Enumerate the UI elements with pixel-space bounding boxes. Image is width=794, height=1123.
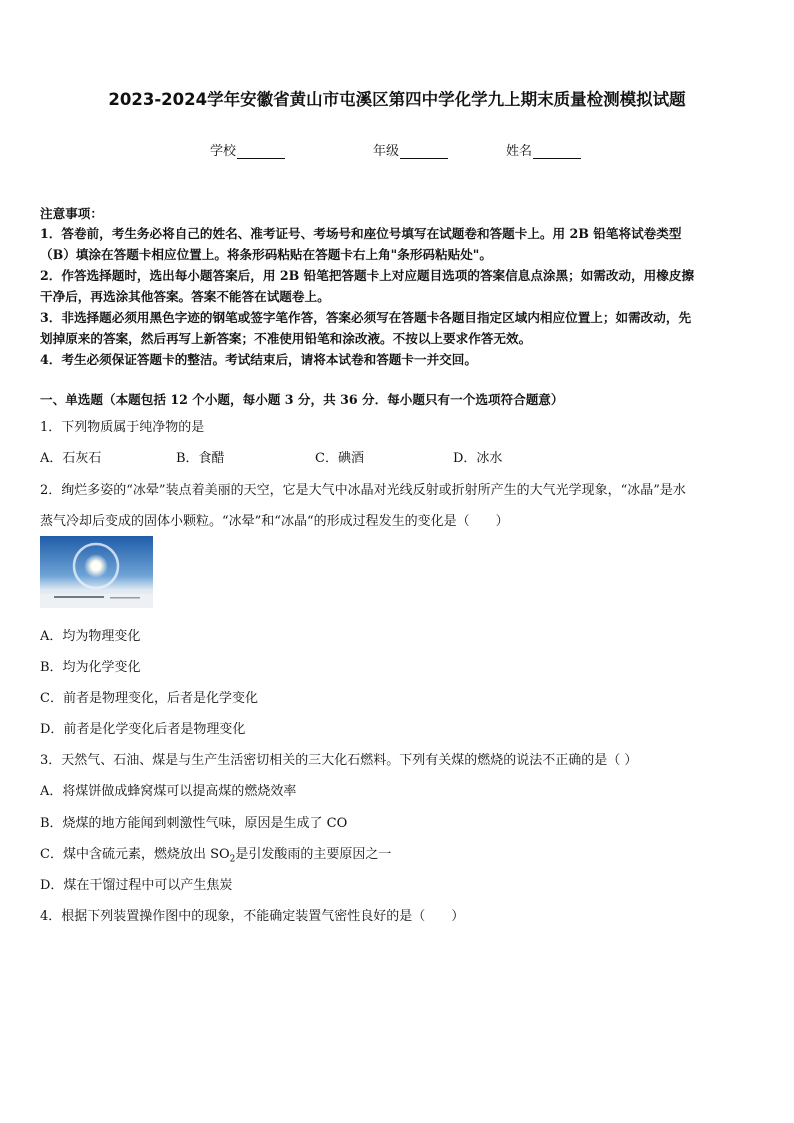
grade-label: 年级 (373, 144, 400, 159)
q2-option-c[interactable]: C．前者是物理变化，后者是化学变化 (40, 691, 258, 706)
notice-line: 1．答卷前，考生务必将自己的姓名、准考证号、考场号和座位号填写在试题卷和答题卡上。用 2B 铅笔将试卷类型 (40, 226, 682, 241)
notice-line: 干净后，再选涂其他答案。答案不能答在试题卷上。 (40, 289, 330, 304)
school-blank[interactable] (237, 146, 285, 159)
page-title: 2023-2024学年安徽省黄山市屯溪区第四中学化学九上期末质量检测模拟试题 (108, 90, 686, 109)
q3-option-b[interactable]: B．烧煤的地方能闻到刺激性气味，原因是生成了 CO (40, 816, 348, 831)
notice-line: 3．非选择题必须用黑色字迹的钢笔或签字笔作答，答案必须写在答题卡各题目指定区域内相应位置上；如需改动，先 (40, 310, 692, 325)
school-field (210, 140, 285, 159)
q1-option-d[interactable]: D．冰水 (453, 451, 503, 466)
notice-line: 2．作答选择题时，选出每小题答案后，用 2B 铅笔把答题卡上对应题目选项的答案信息点涂黑；如需改动，用橡皮擦 (40, 268, 695, 283)
q1-option-b[interactable]: B．食醋 (176, 451, 225, 466)
question-2-stem-cont: 蒸气冷却后变成的固体小颗粒。“冰晕”和“冰晶“的形成过程发生的变化是（ ） (40, 514, 509, 529)
school-label: 学校 (210, 144, 237, 159)
q2-option-d[interactable]: D．前者是化学变化后者是物理变化 (40, 722, 246, 737)
q3-option-c-text: C．煤中含硫元素，燃烧放出 SO (40, 847, 230, 862)
notice-line: 划掉原来的答案，然后再写上新答案；不准使用铅笔和涂改液。不按以上要求作答无效。 (40, 331, 532, 346)
notice-heading: 注意事项： (40, 206, 103, 221)
name-field (506, 140, 581, 159)
q2-option-b[interactable]: B．均为化学变化 (40, 660, 141, 675)
name-label: 姓名 (506, 144, 533, 159)
q3-option-c[interactable] (40, 843, 391, 865)
q3-option-a[interactable]: A．将煤饼做成蜂窝煤可以提高煤的燃烧效率 (40, 784, 297, 799)
section-heading: 一、单选题（本题包括 12 个小题，每小题 3 分，共 36 分．每小题只有一个选项符合题意） (40, 392, 564, 407)
q3-option-c-text-rest: 是引发酸雨的主要原因之一 (235, 847, 392, 862)
name-blank[interactable] (533, 146, 581, 159)
q3-option-d[interactable]: D．煤在干馏过程中可以产生焦炭 (40, 878, 233, 893)
question-4-stem: 4．根据下列装置操作图中的现象，不能确定装置气密性良好的是（ ） (40, 909, 465, 924)
q1-option-a[interactable]: A．石灰石 (40, 451, 102, 466)
grade-blank[interactable] (400, 146, 448, 159)
notice-line: （B）填涂在答题卡相应位置上。将条形码粘贴在答题卡右上角"条形码粘贴处"。 (40, 247, 492, 262)
question-3-stem: 3．天然气、石油、煤是与生产生活密切相关的三大化石燃料。下列有关煤的燃烧的说法不正确的是（ ） (40, 753, 638, 768)
question-2-stem: 2．绚烂多姿的“冰晕”装点着美丽的天空，它是大气中冰晶对光线反射或折射所产生的大气光学现象，“冰晶”是水 (40, 483, 686, 498)
q2-option-a[interactable]: A．均为物理变化 (40, 629, 141, 644)
ice-halo-photo (40, 536, 153, 608)
grade-field (373, 140, 448, 159)
q1-option-c[interactable]: C．碘酒 (315, 451, 364, 466)
question-1-stem: 1．下列物质属于纯净物的是 (40, 420, 205, 435)
so2-subscript: 2 (229, 854, 236, 865)
notice-line: 4．考生必须保证答题卡的整洁。考试结束后，请将本试卷和答题卡一并交回。 (40, 352, 477, 367)
